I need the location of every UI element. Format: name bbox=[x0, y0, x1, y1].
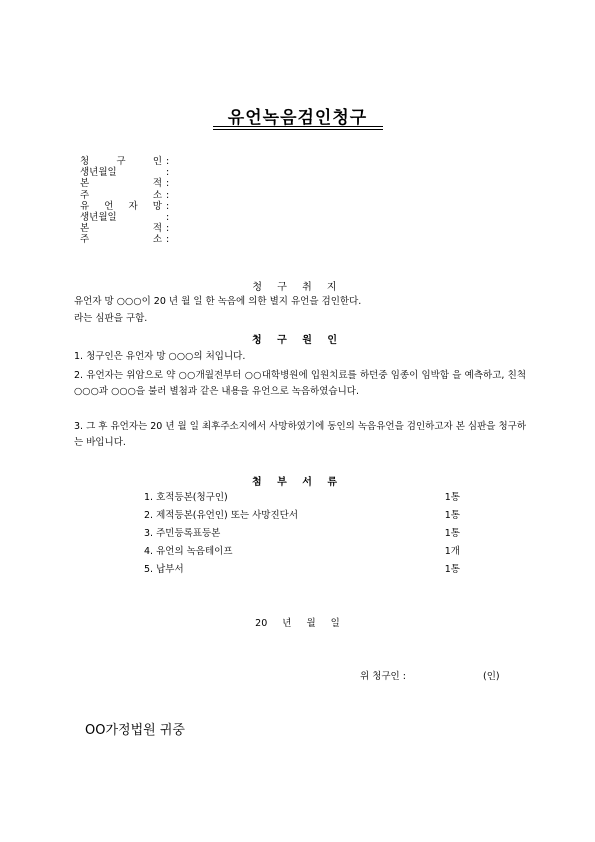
party-field-row bbox=[80, 190, 180, 201]
filing-date: 20 년 월 일 bbox=[255, 618, 340, 629]
attachment-name: 4. 유언의 녹음테이프 bbox=[144, 546, 233, 557]
party-field-colon: : bbox=[166, 189, 170, 201]
party-field-row bbox=[80, 223, 180, 234]
party-field-label: 청 구 인 bbox=[80, 156, 162, 167]
party-field-colon: : bbox=[166, 156, 170, 167]
cause-paragraph-1: 1. 청구인은 유언자 망 ○○○의 처입니다. bbox=[74, 351, 246, 362]
purpose-line-1: 유언자 망 ○○○이 20 년 월 일 한 녹음에 의한 별지 유언을 검인한다. bbox=[74, 296, 362, 307]
party-field-row bbox=[80, 178, 180, 189]
party-field-colon: : bbox=[166, 212, 170, 223]
attachment-name: 3. 주민등록표등본 bbox=[144, 528, 221, 539]
party-field-colon: : bbox=[166, 234, 170, 246]
party-field-row bbox=[80, 201, 180, 212]
signer-line bbox=[360, 668, 500, 682]
attachment-qty: 1개 bbox=[444, 546, 460, 557]
attachment-qty: 1통 bbox=[444, 528, 460, 539]
attachment-name: 1. 호적등본(청구인) bbox=[144, 492, 228, 503]
attachment-row bbox=[144, 526, 460, 542]
cause-paragraph-3: 3. 그 후 유언자는 20 년 월 일 최후주소지에서 사망하였기에 동인의 녹음유언을 검인하고자 본 심판을 청구하는 바입니다. bbox=[74, 421, 526, 448]
party-field-label: 생년월일 bbox=[80, 167, 117, 179]
signer-label: 위 청구인 : bbox=[360, 671, 406, 682]
party-field-row bbox=[80, 212, 180, 223]
title-underline-second bbox=[213, 129, 383, 130]
party-field-colon: : bbox=[166, 223, 170, 235]
party-field-label: 본 적 bbox=[80, 178, 162, 190]
party-field-row bbox=[80, 167, 180, 178]
cause-paragraph-2: 2. 유언자는 위암으로 약 ○○개월전부터 ○○대학병원에 입원치료를 하던중 임종이 임박함 을 예측하고, 친척 ○○○과 ○○○을 불러 별첨과 같은 내용을 유언으로 녹음하였습니다. bbox=[74, 370, 526, 397]
purpose-heading: 청 구 취 지 bbox=[252, 282, 343, 293]
party-field-label: 주 소 bbox=[80, 234, 162, 246]
attachment-name: 5. 납부서 bbox=[144, 564, 184, 575]
party-field-row bbox=[80, 156, 180, 167]
attachments-heading: 첨 부 서 류 bbox=[251, 477, 344, 488]
party-field-colon: : bbox=[166, 200, 170, 212]
cause-heading: 청 구 원 인 bbox=[251, 335, 344, 346]
attachment-row bbox=[144, 508, 460, 524]
party-field-colon: : bbox=[166, 178, 170, 190]
party-field-label: 본 적 bbox=[80, 223, 162, 235]
party-field-colon: : bbox=[166, 167, 170, 179]
attachment-qty: 1통 bbox=[444, 492, 460, 503]
court-addressee: OO가정법원 귀중 bbox=[85, 723, 185, 738]
party-field-label: 유 언 자 망 bbox=[80, 200, 162, 212]
attachment-qty: 1통 bbox=[444, 510, 460, 521]
title-underline bbox=[213, 126, 383, 127]
attachment-row bbox=[144, 544, 460, 560]
party-field-label: 생년월일 bbox=[80, 212, 117, 223]
seal-mark: (인) bbox=[483, 671, 500, 682]
attachment-row bbox=[144, 562, 460, 578]
attachment-qty: 1통 bbox=[444, 564, 460, 575]
attachment-name: 2. 제적등본(유언인) 또는 사망진단서 bbox=[144, 510, 299, 521]
party-field-row bbox=[80, 234, 180, 245]
purpose-line-2: 라는 심판을 구함. bbox=[74, 313, 148, 324]
attachment-row bbox=[144, 490, 460, 506]
document-title: 유언녹음검인청구 bbox=[227, 108, 368, 128]
party-field-label: 주 소 bbox=[80, 189, 162, 201]
